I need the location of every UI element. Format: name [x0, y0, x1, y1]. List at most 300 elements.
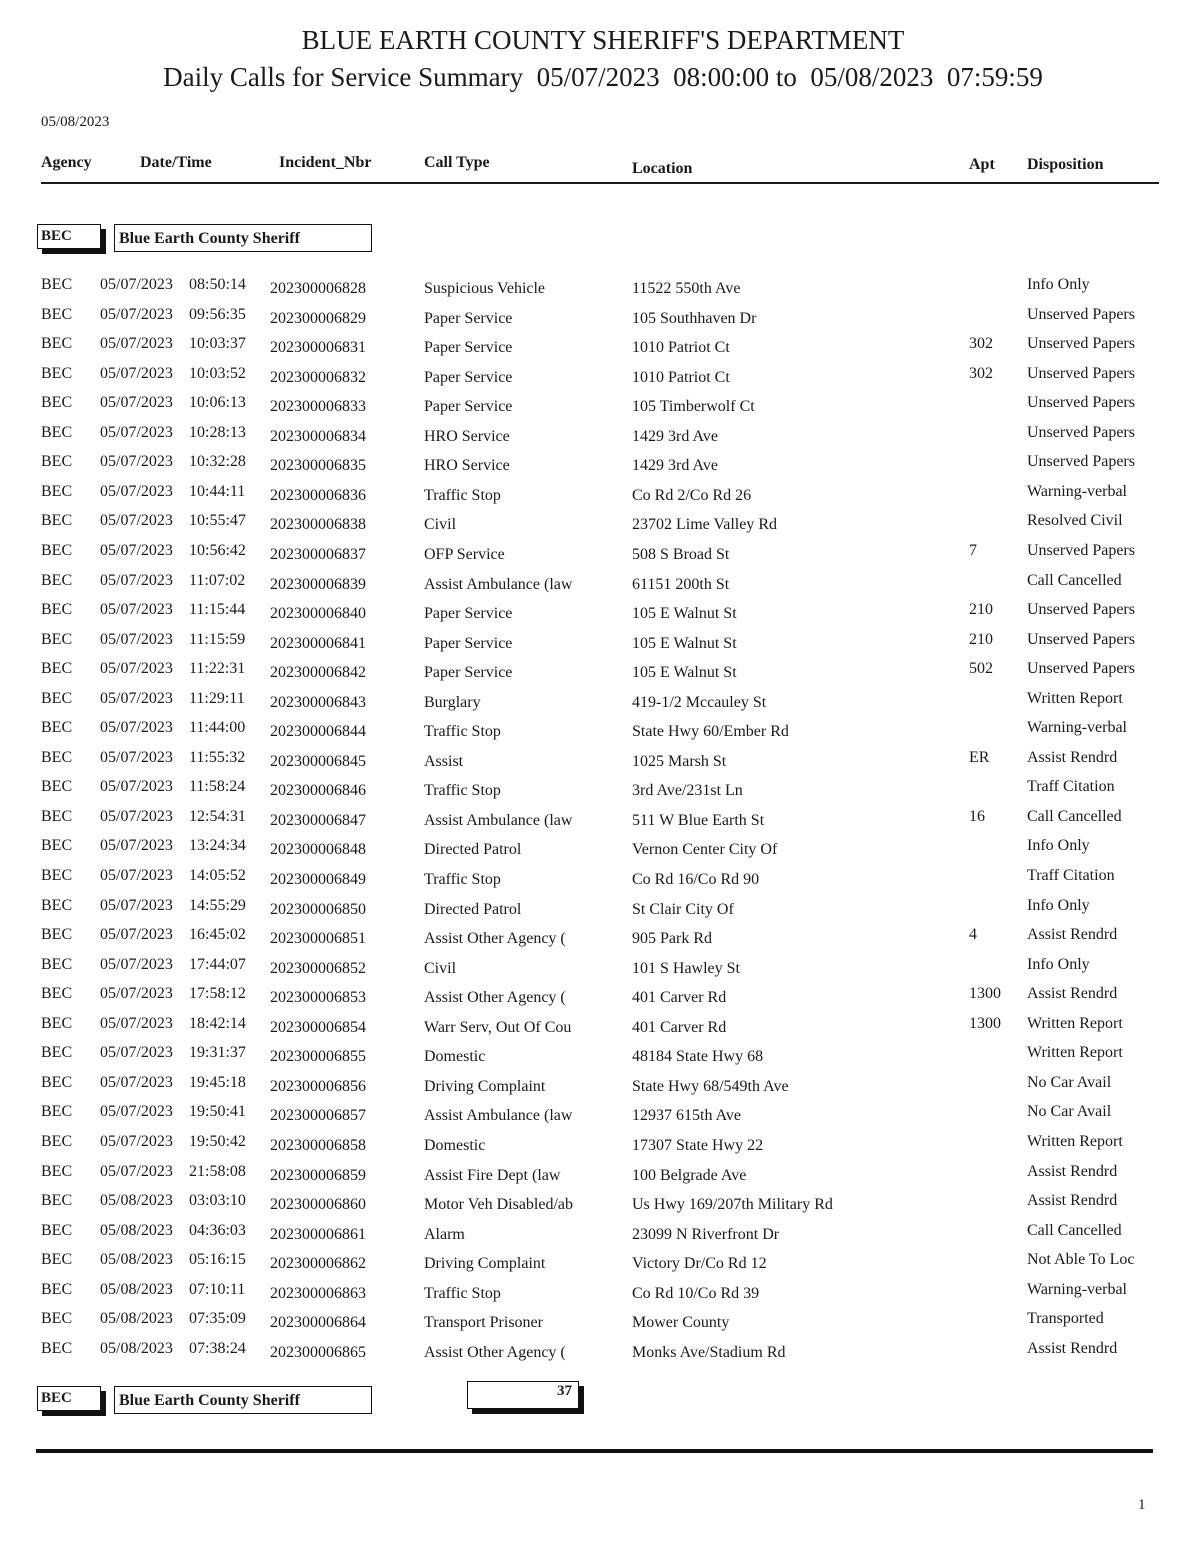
- cell-disposition: Info Only: [1027, 955, 1090, 973]
- table-row: [0, 306, 1200, 335]
- cell-call-type: Civil: [424, 516, 457, 534]
- cell-time: 07:10:11: [189, 1280, 246, 1298]
- table-row: [0, 1015, 1200, 1044]
- table-row: [0, 1251, 1200, 1280]
- cell-time: 10:03:52: [189, 364, 246, 382]
- cell-location: 61151 200th St: [632, 575, 730, 593]
- cell-incident-number: 202300006838: [270, 516, 366, 534]
- cell-time: 11:15:59: [189, 630, 246, 648]
- cell-incident-number: 202300006839: [270, 575, 366, 593]
- cell-agency: BEC: [41, 1014, 73, 1032]
- cell-disposition: Traff Citation: [1027, 867, 1115, 884]
- cell-incident-number: 202300006840: [270, 605, 366, 623]
- cell-location: 11522 550th Ave: [632, 280, 741, 297]
- cell-disposition: Transported: [1027, 1310, 1104, 1328]
- cell-incident-number: 202300006848: [270, 841, 366, 859]
- cell-agency: BEC: [41, 896, 73, 914]
- cell-time: 14:05:52: [189, 867, 246, 884]
- cell-incident-number: 202300006834: [270, 427, 366, 445]
- cell-location: 23702 Lime Valley Rd: [632, 516, 778, 534]
- cell-call-type: Directed Patrol: [424, 841, 522, 859]
- cell-agency: BEC: [41, 571, 73, 589]
- cell-time: 10:06:13: [189, 394, 246, 412]
- table-row: [0, 483, 1200, 512]
- cell-date: 05/07/2023: [100, 423, 173, 441]
- table-row: [0, 601, 1200, 630]
- table-row: [0, 572, 1200, 601]
- cell-incident-number: 202300006861: [270, 1225, 366, 1243]
- report-title: BLUE EARTH COUNTY SHERIFF'S DEPARTMENT: [301, 25, 905, 55]
- cell-agency: BEC: [41, 276, 73, 293]
- cell-call-type: Traffic Stop: [424, 782, 501, 800]
- cell-disposition: Call Cancelled: [1027, 1221, 1122, 1239]
- cell-disposition: Unserved Papers: [1027, 305, 1135, 323]
- cell-agency: BEC: [41, 1221, 73, 1239]
- table-row: [0, 1281, 1200, 1310]
- cell-incident-number: 202300006841: [270, 634, 366, 652]
- cell-date: 05/07/2023: [100, 896, 173, 914]
- cell-date: 05/07/2023: [100, 748, 173, 766]
- cell-time: 03:03:10: [189, 1192, 246, 1210]
- group-footer-code-box: [37, 1386, 101, 1411]
- table-row: [0, 926, 1200, 955]
- cell-disposition: Unserved Papers: [1027, 423, 1135, 441]
- cell-call-type: OFP Service: [424, 545, 505, 563]
- table-row: [0, 453, 1200, 482]
- cell-call-type: Assist: [424, 752, 464, 770]
- cell-date: 05/07/2023: [100, 778, 173, 796]
- cell-time: 07:38:24: [189, 1339, 246, 1357]
- cell-call-type: Assist Ambulance (law: [424, 1107, 573, 1125]
- cell-incident-number: 202300006850: [270, 900, 366, 918]
- cell-date: 05/07/2023: [100, 512, 173, 530]
- table-row: [0, 335, 1200, 364]
- cell-call-type: Suspicious Vehicle: [424, 280, 546, 297]
- cell-time: 08:50:14: [189, 276, 246, 293]
- cell-agency: BEC: [41, 955, 73, 973]
- cell-location: State Hwy 68/549th Ave: [632, 1077, 789, 1095]
- cell-incident-number: 202300006865: [270, 1343, 366, 1361]
- cell-call-type: Traffic Stop: [424, 723, 501, 741]
- column-header-incident: Incident_Nbr: [279, 154, 372, 171]
- cell-location: 48184 State Hwy 68: [632, 1048, 764, 1066]
- cell-call-type: Directed Patrol: [424, 900, 522, 918]
- group-footer-name-box: [114, 1386, 372, 1414]
- cell-agency: BEC: [41, 1192, 73, 1210]
- cell-agency: BEC: [41, 1162, 73, 1180]
- table-row: [0, 1074, 1200, 1103]
- table-row: [0, 690, 1200, 719]
- page-number: 1: [1138, 1497, 1146, 1513]
- cell-agency: BEC: [41, 689, 73, 707]
- cell-apt: 1300: [969, 985, 1001, 1003]
- cell-time: 13:24:34: [189, 837, 246, 855]
- cell-time: 12:54:31: [189, 807, 246, 825]
- cell-call-type: Warr Serv, Out Of Cou: [424, 1018, 572, 1036]
- table-row: [0, 542, 1200, 571]
- cell-location: 511 W Blue Earth St: [632, 811, 765, 829]
- group-name-box: [114, 224, 372, 252]
- cell-incident-number: 202300006863: [270, 1284, 366, 1302]
- cell-disposition: Assist Rendrd: [1027, 1339, 1118, 1357]
- cell-call-type: Paper Service: [424, 664, 513, 682]
- cell-agency: BEC: [41, 1132, 73, 1150]
- cell-date: 05/07/2023: [100, 926, 173, 944]
- cell-agency: BEC: [41, 453, 73, 471]
- group-code-box: [37, 224, 101, 249]
- cell-call-type: Paper Service: [424, 339, 513, 357]
- cell-location: 12937 615th Ave: [632, 1107, 742, 1125]
- cell-incident-number: 202300006842: [270, 664, 366, 682]
- cell-apt: 302: [969, 364, 993, 382]
- cell-agency: BEC: [41, 1310, 73, 1328]
- table-row: [0, 365, 1200, 394]
- cell-date: 05/07/2023: [100, 571, 173, 589]
- cell-time: 21:58:08: [189, 1162, 246, 1180]
- table-row: [0, 1133, 1200, 1162]
- cell-call-type: Assist Other Agency (: [424, 1343, 566, 1361]
- cell-agency: BEC: [41, 748, 73, 766]
- cell-disposition: Not Able To Loc: [1027, 1251, 1135, 1269]
- cell-incident-number: 202300006836: [270, 486, 366, 504]
- cell-location: Victory Dr/Co Rd 12: [632, 1255, 767, 1273]
- cell-location: Co Rd 10/Co Rd 39: [632, 1284, 760, 1302]
- cell-location: State Hwy 60/Ember Rd: [632, 723, 789, 741]
- cell-incident-number: 202300006831: [270, 339, 366, 357]
- cell-time: 16:45:02: [189, 926, 246, 944]
- cell-date: 05/08/2023: [100, 1310, 173, 1328]
- table-row: [0, 719, 1200, 748]
- cell-agency: BEC: [41, 1280, 73, 1298]
- cell-date: 05/08/2023: [100, 1221, 173, 1239]
- cell-call-type: HRO Service: [424, 457, 510, 475]
- cell-date: 05/07/2023: [100, 482, 173, 500]
- cell-incident-number: 202300006847: [270, 811, 366, 829]
- cell-disposition: Traff Citation: [1027, 778, 1115, 796]
- cell-date: 05/07/2023: [100, 985, 173, 1003]
- cell-date: 05/07/2023: [100, 276, 173, 293]
- cell-call-type: Traffic Stop: [424, 486, 501, 504]
- cell-disposition: Written Report: [1027, 1014, 1123, 1032]
- cell-call-type: Traffic Stop: [424, 871, 501, 888]
- cell-location: Mower County: [632, 1314, 730, 1332]
- group-code: BEC: [41, 228, 72, 244]
- cell-disposition: Unserved Papers: [1027, 630, 1135, 648]
- cell-disposition: Info Only: [1027, 837, 1090, 855]
- column-header-calltype: Call Type: [424, 154, 490, 171]
- cell-date: 05/07/2023: [100, 837, 173, 855]
- cell-agency: BEC: [41, 541, 73, 559]
- cell-incident-number: 202300006833: [270, 398, 366, 416]
- cell-call-type: Paper Service: [424, 605, 513, 623]
- cell-date: 05/08/2023: [100, 1192, 173, 1210]
- cell-time: 11:22:31: [189, 660, 246, 678]
- column-header-location: Location: [632, 160, 693, 177]
- table-row: [0, 749, 1200, 778]
- cell-date: 05/07/2023: [100, 1044, 173, 1062]
- cell-time: 11:55:32: [189, 748, 246, 766]
- cell-time: 10:56:42: [189, 541, 246, 559]
- cell-disposition: Written Report: [1027, 1044, 1123, 1062]
- cell-call-type: Burglary: [424, 693, 481, 711]
- cell-time: 11:58:24: [189, 778, 246, 796]
- cell-date: 05/07/2023: [100, 541, 173, 559]
- cell-call-type: Paper Service: [424, 398, 513, 416]
- cell-incident-number: 202300006837: [270, 545, 366, 563]
- table-row: [0, 1310, 1200, 1339]
- cell-location: 105 E Walnut St: [632, 605, 737, 623]
- cell-agency: BEC: [41, 423, 73, 441]
- cell-disposition: Warning-verbal: [1027, 719, 1127, 737]
- table-row: [0, 1192, 1200, 1221]
- cell-apt: 16: [969, 807, 985, 825]
- cell-incident-number: 202300006835: [270, 457, 366, 475]
- cell-time: 18:42:14: [189, 1014, 246, 1032]
- table-row: [0, 897, 1200, 926]
- cell-call-type: HRO Service: [424, 427, 510, 445]
- cell-incident-number: 202300006852: [270, 959, 366, 977]
- cell-incident-number: 202300006854: [270, 1018, 366, 1036]
- cell-time: 11:07:02: [189, 571, 246, 589]
- cell-disposition: Unserved Papers: [1027, 601, 1135, 619]
- cell-incident-number: 202300006864: [270, 1314, 366, 1332]
- cell-date: 05/07/2023: [100, 1132, 173, 1150]
- cell-date: 05/07/2023: [100, 807, 173, 825]
- cell-date: 05/07/2023: [100, 1014, 173, 1032]
- cell-time: 05:16:15: [189, 1251, 246, 1269]
- cell-location: St Clair City Of: [632, 900, 734, 918]
- cell-agency: BEC: [41, 630, 73, 648]
- cell-incident-number: 202300006860: [270, 1196, 366, 1214]
- cell-disposition: Warning-verbal: [1027, 482, 1127, 500]
- cell-location: 105 E Walnut St: [632, 634, 737, 652]
- cell-agency: BEC: [41, 601, 73, 619]
- cell-location: 1429 3rd Ave: [632, 427, 718, 445]
- table-row: [0, 394, 1200, 423]
- cell-call-type: Domestic: [424, 1048, 486, 1066]
- cell-time: 19:50:42: [189, 1132, 246, 1150]
- cell-apt: 4: [969, 926, 977, 944]
- cell-time: 11:15:44: [189, 601, 246, 619]
- cell-time: 10:44:11: [189, 482, 246, 500]
- table-row: [0, 1103, 1200, 1132]
- table-row: [0, 985, 1200, 1014]
- header-divider: [41, 182, 1159, 184]
- cell-apt: 1300: [969, 1014, 1001, 1032]
- table-row: [0, 1340, 1200, 1369]
- cell-disposition: Unserved Papers: [1027, 394, 1135, 412]
- cell-location: Monks Ave/Stadium Rd: [632, 1343, 786, 1361]
- cell-agency: BEC: [41, 394, 73, 412]
- cell-call-type: Alarm: [424, 1225, 465, 1243]
- cell-agency: BEC: [41, 1044, 73, 1062]
- cell-call-type: Assist Other Agency (: [424, 930, 566, 948]
- cell-date: 05/07/2023: [100, 630, 173, 648]
- cell-incident-number: 202300006856: [270, 1077, 366, 1095]
- column-header-datetime: Date/Time: [140, 154, 212, 171]
- cell-location: 401 Carver Rd: [632, 1018, 727, 1036]
- cell-disposition: Info Only: [1027, 276, 1090, 293]
- cell-location: 905 Park Rd: [632, 930, 712, 948]
- cell-call-type: Assist Ambulance (law: [424, 811, 573, 829]
- cell-call-type: Driving Complaint: [424, 1255, 546, 1273]
- cell-date: 05/07/2023: [100, 660, 173, 678]
- cell-incident-number: 202300006846: [270, 782, 366, 800]
- cell-incident-number: 202300006844: [270, 723, 366, 741]
- cell-apt: 7: [969, 541, 977, 559]
- cell-location: 401 Carver Rd: [632, 989, 727, 1007]
- cell-agency: BEC: [41, 719, 73, 737]
- cell-agency: BEC: [41, 985, 73, 1003]
- cell-agency: BEC: [41, 1073, 73, 1091]
- cell-time: 17:44:07: [189, 955, 246, 973]
- cell-disposition: No Car Avail: [1027, 1103, 1112, 1121]
- group-name: Blue Earth County Sheriff: [119, 230, 300, 247]
- cell-call-type: Assist Fire Dept (law: [424, 1166, 561, 1184]
- cell-time: 11:29:11: [189, 689, 245, 707]
- cell-date: 05/07/2023: [100, 364, 173, 382]
- cell-incident-number: 202300006855: [270, 1048, 366, 1066]
- cell-call-type: Assist Other Agency (: [424, 989, 566, 1007]
- cell-agency: BEC: [41, 335, 73, 353]
- cell-location: Co Rd 16/Co Rd 90: [632, 871, 760, 888]
- cell-location: 3rd Ave/231st Ln: [632, 782, 743, 800]
- group-call-count: 37: [557, 1383, 572, 1399]
- cell-incident-number: 202300006858: [270, 1136, 366, 1154]
- cell-apt: 210: [969, 630, 993, 648]
- cell-call-type: Paper Service: [424, 634, 513, 652]
- column-header-agency: Agency: [41, 154, 92, 171]
- cell-location: Vernon Center City Of: [632, 841, 778, 859]
- cell-call-type: Civil: [424, 959, 457, 977]
- cell-call-type: Domestic: [424, 1136, 486, 1154]
- cell-call-type: Motor Veh Disabled/ab: [424, 1196, 574, 1214]
- cell-location: Us Hwy 169/207th Military Rd: [632, 1196, 833, 1214]
- cell-location: 1010 Patriot Ct: [632, 339, 730, 357]
- cell-time: 07:35:09: [189, 1310, 246, 1328]
- cell-call-type: Paper Service: [424, 368, 513, 386]
- table-row: [0, 1163, 1200, 1192]
- cell-agency: BEC: [41, 1103, 73, 1121]
- cell-location: 101 S Hawley St: [632, 959, 740, 977]
- cell-location: 1010 Patriot Ct: [632, 368, 730, 386]
- cell-location: 1025 Marsh St: [632, 752, 727, 770]
- cell-disposition: Resolved Civil: [1027, 512, 1123, 530]
- cell-location: 419-1/2 Mccauley St: [632, 693, 767, 711]
- cell-time: 19:50:41: [189, 1103, 246, 1121]
- cell-date: 05/07/2023: [100, 1073, 173, 1091]
- cell-agency: BEC: [41, 364, 73, 382]
- cell-date: 05/08/2023: [100, 1339, 173, 1357]
- cell-disposition: Unserved Papers: [1027, 453, 1135, 471]
- cell-location: 17307 State Hwy 22: [632, 1136, 764, 1154]
- cell-location: 105 Timberwolf Ct: [632, 398, 755, 416]
- report-subtitle: Daily Calls for Service Summary 05/07/2023 08:00:00 to 05/08/2023 07:59:59: [163, 62, 1043, 92]
- cell-call-type: Transport Prisoner: [424, 1314, 543, 1332]
- table-row: [0, 808, 1200, 837]
- cell-incident-number: 202300006832: [270, 368, 366, 386]
- footer-divider: [36, 1449, 1153, 1453]
- group-count-box: [467, 1381, 579, 1409]
- cell-time: 09:56:35: [189, 305, 246, 323]
- table-row: [0, 631, 1200, 660]
- cell-time: 11:44:00: [189, 719, 246, 737]
- cell-disposition: Assist Rendrd: [1027, 1192, 1118, 1210]
- cell-apt: 502: [969, 660, 993, 678]
- cell-date: 05/07/2023: [100, 867, 173, 884]
- table-row: [0, 1044, 1200, 1073]
- cell-time: 17:58:12: [189, 985, 246, 1003]
- cell-incident-number: 202300006851: [270, 930, 366, 948]
- report-date: 05/08/2023: [41, 114, 110, 130]
- cell-incident-number: 202300006853: [270, 989, 366, 1007]
- cell-location: 100 Belgrade Ave: [632, 1166, 747, 1184]
- cell-location: 1429 3rd Ave: [632, 457, 718, 475]
- cell-time: 14:55:29: [189, 896, 246, 914]
- cell-incident-number: 202300006828: [270, 280, 366, 297]
- cell-date: 05/07/2023: [100, 335, 173, 353]
- group-footer-code: BEC: [41, 1390, 72, 1406]
- cell-date: 05/07/2023: [100, 394, 173, 412]
- cell-disposition: Assist Rendrd: [1027, 1162, 1118, 1180]
- cell-time: 10:55:47: [189, 512, 246, 530]
- cell-incident-number: 202300006845: [270, 752, 366, 770]
- cell-location: 105 Southhaven Dr: [632, 309, 757, 327]
- cell-agency: BEC: [41, 482, 73, 500]
- cell-disposition: Written Report: [1027, 689, 1123, 707]
- cell-call-type: Driving Complaint: [424, 1077, 546, 1095]
- cell-date: 05/07/2023: [100, 453, 173, 471]
- cell-incident-number: 202300006829: [270, 309, 366, 327]
- cell-agency: BEC: [41, 926, 73, 944]
- cell-date: 05/08/2023: [100, 1280, 173, 1298]
- table-row: [0, 778, 1200, 807]
- cell-time: 19:45:18: [189, 1073, 246, 1091]
- cell-time: 10:28:13: [189, 423, 246, 441]
- cell-incident-number: 202300006843: [270, 693, 366, 711]
- cell-time: 10:32:28: [189, 453, 246, 471]
- cell-agency: BEC: [41, 305, 73, 323]
- cell-date: 05/08/2023: [100, 1251, 173, 1269]
- group-footer-name: Blue Earth County Sheriff: [119, 1392, 300, 1409]
- cell-disposition: Assist Rendrd: [1027, 985, 1118, 1003]
- cell-location: 105 E Walnut St: [632, 664, 737, 682]
- cell-incident-number: 202300006862: [270, 1255, 366, 1273]
- table-row: [0, 867, 1200, 896]
- cell-date: 05/07/2023: [100, 601, 173, 619]
- cell-location: Co Rd 2/Co Rd 26: [632, 486, 752, 504]
- cell-disposition: Unserved Papers: [1027, 335, 1135, 353]
- cell-disposition: Unserved Papers: [1027, 660, 1135, 678]
- cell-date: 05/07/2023: [100, 1162, 173, 1180]
- cell-disposition: Written Report: [1027, 1132, 1123, 1150]
- cell-apt: 302: [969, 335, 993, 353]
- cell-location: 508 S Broad St: [632, 545, 730, 563]
- column-header-apt: Apt: [969, 156, 995, 173]
- cell-call-type: Traffic Stop: [424, 1284, 501, 1302]
- cell-agency: BEC: [41, 837, 73, 855]
- cell-apt: 210: [969, 601, 993, 619]
- table-row: [0, 424, 1200, 453]
- cell-location: 23099 N Riverfront Dr: [632, 1225, 780, 1243]
- cell-date: 05/07/2023: [100, 689, 173, 707]
- cell-incident-number: 202300006857: [270, 1107, 366, 1125]
- cell-call-type: Assist Ambulance (law: [424, 575, 573, 593]
- cell-disposition: Assist Rendrd: [1027, 748, 1118, 766]
- cell-time: 04:36:03: [189, 1221, 246, 1239]
- cell-date: 05/07/2023: [100, 719, 173, 737]
- cell-agency: BEC: [41, 1251, 73, 1269]
